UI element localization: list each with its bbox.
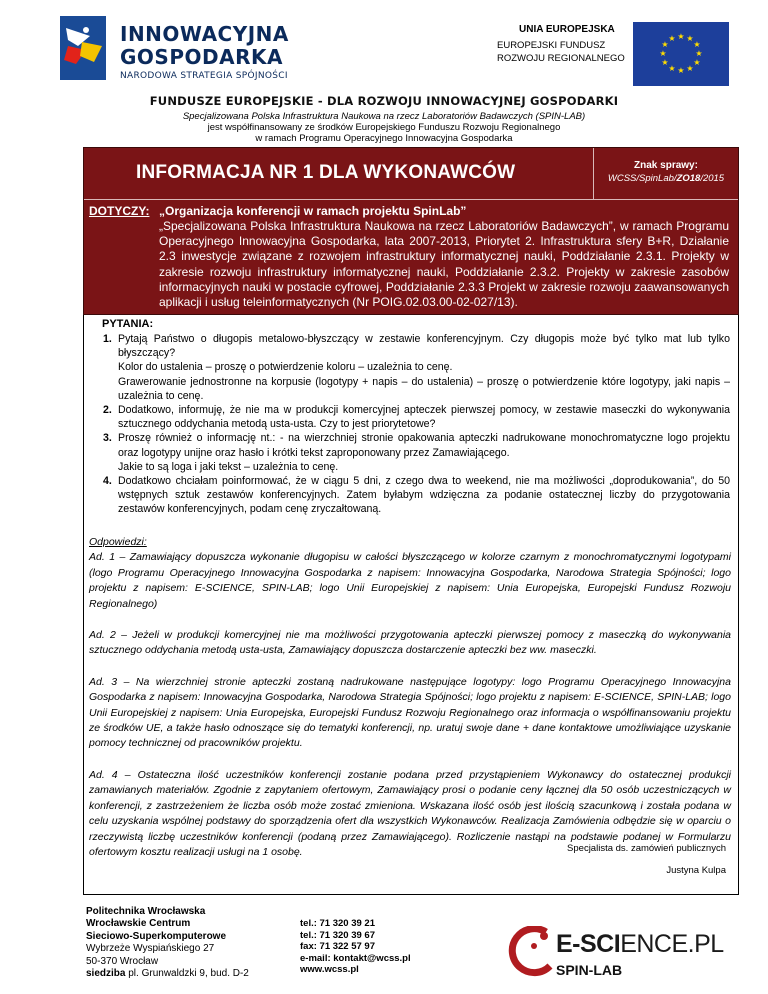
footer-email[interactable]: e-mail: kontakt@wcss.pl [300,952,411,964]
question-line: Pytają Państwo o długopis metalowo-błyszczący w zestawie konferencyjnym. Czy długopis może być tylko mat lub tylko błyszczący? [118,333,730,360]
ig-line1: INNOWACYJNA [120,22,289,46]
case-number-label: Znak sprawy: [634,160,698,171]
e-science-mark-icon [506,926,554,982]
svg-text:★: ★ [659,49,667,58]
footer-fax: fax: 71 322 57 97 [300,941,376,953]
footer-line: siedziba pl. Grunwaldzki 9, bud. D-2 [86,968,249,980]
answer-3: Ad. 3 – Na wierzchniej stronie apteczki zostaną nadrukowane następujące logotypy: logo Programu Operacyjnego Innowacyjna Gospodarka z napisem: Innowacyjna Gospodarka, Narodowa Strategia Spójności; logo projektu z napisem: E-SCIENCE, SPIN-LAB; logo Unii Europejskiej z napisem: Unia Europejska, Europejski Fundusz Rozwoju Regionalnego oraz informacja o współfinansowaniu projektu ze środków UE, a także hasło odnoszące się do tematyki konferencji, np. uratuj swoje dane + dane kontaktowe umożliwiające uzyskanie pomocy technicznej od pracowników projektu. [89,675,731,750]
subject-label: DOTYCZY: [89,204,150,218]
eu-line3: ROZWOJU REGIONALNEGO [497,53,625,64]
spin-lab-wordmark: SPIN-LAB [556,962,623,978]
question-number: 2. [103,404,112,417]
question-line: Dodatkowo chciałam poinformować, że w ciągu 5 dni, z czego dwa to weekend, nie ma możliwości „doprodukowania”, do 50 wstępnych sztuk zestawów konferencyjnych. Zatem byłabym wdzięczna za podanie ostatecznej liczby do przygotowania zestawów konferencyjnych, podam cenę zryczałtowaną. [118,475,730,516]
subject-heading: „Organizacja konferencji w ramach projektu SpinLab” [159,204,467,218]
project-subtitle-2: jest współfinansowany ze środków Europejskiego Funduszu Rozwoju Regionalnego [207,122,561,133]
info-title-cell [84,148,594,200]
content-box [83,315,739,895]
footer-website[interactable]: www.wcss.pl [300,964,359,976]
answer-2: Ad. 2 – Jeżeli w produkcji komercyjnej nie ma możliwości przygotowania apteczki pierwszej pomocy z maseczką do wykonywania sztucznego oddychania metodą usta-usta, Zamawiający dopuszcza dostarczenie apteczki bez ww. maseczki. [89,629,731,657]
info-title: INFORMACJA NR 1 DLA WYKONAWCÓW [136,162,516,183]
footer-line: 50-370 Wrocław [86,955,159,967]
question-item [84,474,730,517]
question-line: Dodatkowo, informuję, że nie ma w produkcji komercyjnej apteczek pierwszej pomocy, w zestawie maseczki do wykonywania sztucznego oddychania metodą usta-usta. Czy to jest priorytetowe? [118,404,730,431]
footer-line: Sieciowo-Superkomputerowe [86,930,227,942]
footer-line: Politechnika Wrocławska [86,906,206,917]
case-number-cell [594,148,738,200]
project-subtitle-3: w ramach Programu Operacyjnego Innowacyjna Gospodarka [255,133,513,144]
svg-text:★: ★ [668,34,676,43]
question-line: Kolor do ustalenia – proszę o potwierdzenie koloru – uzależnia to cenę. [118,361,453,374]
questions-label: PYTANIA: [102,318,154,330]
project-subtitle-1: Specjalizowana Polska Infrastruktura Naukowa na rzecz Laboratoriów Badawczych (SPIN-LAB) [182,111,586,122]
e-science-wordmark: E-SCIENCE.PL [556,930,724,958]
subject-body: „Specjalizowana Polska Infrastruktura Naukowa na rzecz Laboratoriów Badawczych”, w ramach Programu Operacyjnego Innowacyjna Gospodarka, lata 2007-2013, Priorytet 2. Infrastruktura sfery B+R, Działanie 2.3 inwestycje związane z rozwojem infrastruktury informatycznej nauki, Poddziałanie 2.3.1. Projekty w zakresie rozwoju infrastruktury informatycznej nauki, Poddziałanie 2.3.2. Projekty w zakresie zasobów informacyjnych nauki w postacie cyfrowej, Poddziałanie 2.3.3 Projekt w zakresie rozwoju zaawansowanych aplikacji i usług teleinformatycznych (Nr POIG.02.03.00-02-027/13). [159,219,729,310]
innowacyjna-gospodarka-mark-icon [60,16,106,80]
footer-address [86,906,249,980]
question-line: Proszę również o informację nt.: - na wierzchniej stronie opakowania apteczki nadrukowane monochromatyczne logo projektu oraz logotypy unijne oraz hasło i krótki tekst zaproponowany przez Zamawiającego. [118,432,730,459]
answer-1: Ad. 1 – Zamawiający dopuszcza wykonanie długopisu w całości błyszczącego w kolorze czarnym z monochromatycznymi logotypami (logo Programu Operacyjnego Innowacyjna Gospodarka z napisem: Innowacyjna Gospodarka, Narodowa Strategia Spójności; logo projektu z napisem: E-SCIENCE, SPIN-LAB; logo Unii Europejskiej z napisem: Unia Europejska, Europejski Fundusz Rozwoju Regionalnego) [89,551,731,610]
svg-text:★: ★ [677,66,685,75]
answers-block [89,535,731,860]
eu-line1: UNIA EUROPEJSKA [519,24,615,35]
svg-text:★: ★ [686,64,694,73]
info-box [83,147,739,315]
footer-phone-1: tel.: 71 320 39 21 [300,918,375,929]
question-item [84,332,730,403]
eu-line2: EUROPEJSKI FUNDUSZ [497,40,606,51]
footer-line: Wrocławskie Centrum [86,918,191,930]
svg-text:★: ★ [693,40,701,49]
svg-text:★: ★ [661,40,669,49]
svg-text:★: ★ [661,58,669,67]
answers-label: Odpowiedzi: [89,536,147,548]
ig-line2: GOSPODARKA [120,45,283,69]
svg-text:★: ★ [695,49,703,58]
footer-phone-2: tel.: 71 320 39 67 [300,929,375,941]
question-item [84,431,730,474]
svg-text:★: ★ [693,58,701,67]
questions-list [84,332,730,517]
fundusze-title: FUNDUSZE EUROPEJSKIE - DLA ROZWOJU INNOWACYJNEJ GOSPODARKI [149,94,619,108]
signature-role: Specjalista ds. zamówień publicznych [567,843,726,854]
ig-line3: NARODOWA STRATEGIA SPÓJNOŚCI [120,71,288,81]
innowacyjna-gospodarka-logo [60,12,300,82]
question-number: 3. [103,432,112,445]
question-number: 1. [103,333,112,345]
case-number: WCSS/SpinLab/ZO18/2015 [607,173,725,184]
svg-text:★: ★ [677,32,685,41]
svg-text:★: ★ [686,34,694,43]
answer-4: Ad. 4 – Ostateczna ilość uczestników konferencji zostanie podana przed przystąpieniem Wykonawcy do ostatecznej produkcji zamawianych materiałów. Zgodnie z zapytaniem ofertowym, Zamawiający prosi o podanie ceny łącznej dla 50 osób uczestniczących w konferencji, z zastrzeżeniem że liczba osób może zostać zmieniona. Wskazana ilość osób jest ilością szacunkową i została podana w celu uzyskania wspólnej podstawy do sporządzenia ofert dla wszystkich Wykonawców. Realizacja Zamówienia odbędzie się w oparciu o rzeczywistą liczbę uczestników konferencji (podaną przez Zamawiającego). Rozliczenie nastąpi na podstawie podanej w Formularzu ofertowym kosztu realizacji usługi na 1 osobę. [89,768,731,858]
footer-contact [300,918,411,976]
svg-text:★: ★ [668,64,676,73]
question-item [84,403,730,431]
e-science-logo [506,922,746,992]
eu-logo [497,22,737,82]
footer-line: Wybrzeże Wyspiańskiego 27 [86,943,215,955]
eu-flag-icon [633,22,729,86]
question-line: Jakie to są loga i jaki tekst – uzależnia to cenę. [118,460,339,473]
question-number: 4. [103,475,112,488]
signature-name: Justyna Kulpa [666,865,726,876]
question-line: Grawerowanie jednostronne na korpusie (logotypy + napis – do ustalenia) – proszę o potwierdzenie które logotypy, jaki napis – uzależnia to cenę. [118,375,730,402]
